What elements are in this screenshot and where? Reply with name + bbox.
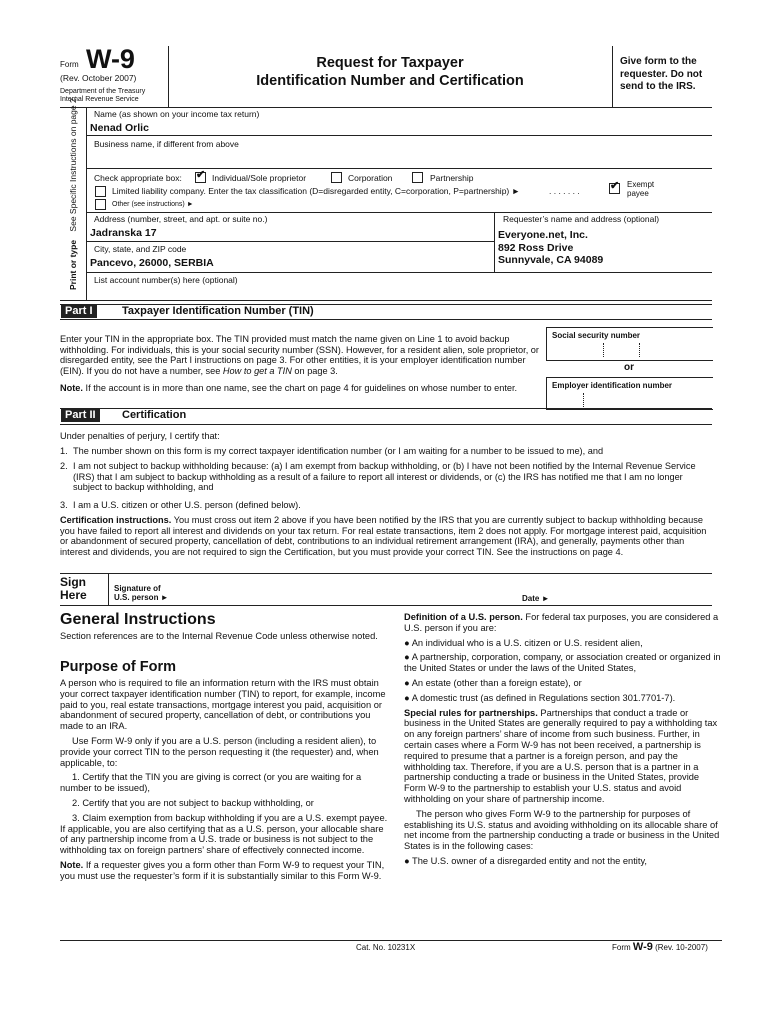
account-field[interactable] xyxy=(90,286,710,298)
side-label xyxy=(68,95,80,290)
exempt-payee-checkbox[interactable] xyxy=(609,180,620,194)
bullet-item: ● A domestic trust (as defined in Regulations section 301.7701-7). xyxy=(404,692,676,703)
address-field[interactable]: Jadranska 17 xyxy=(90,227,157,239)
cert-instructions: Certification instructions. You must cross out item 2 above if you have been notified by the IRS that you are currently subject to backup withholding because you have failed to report all interest and dividends on your tax return. For real estate transactions, item 2 does not apply. For mortgage interest paid, acquisition or abandonment of secured property, cancellation of debt, contributions to an individual retirement arrangement (IRA), and generally, payments other than interest and dividends, you are not required to sign the Certification, but you must provide your correct TIN. See the instructions on page 4. xyxy=(60,515,707,557)
part2-title: Certification xyxy=(122,409,187,421)
form-revision: (Rev. October 2007) xyxy=(60,73,137,83)
requester-line-3: Sunnyvale, CA 94089 xyxy=(498,254,604,266)
purpose-heading: Purpose of Form xyxy=(60,659,177,675)
llc-checkbox[interactable] xyxy=(95,186,106,197)
part1-instructions: Enter your TIN in the appropriate box. The TIN provided must match the name given on Line 1 to avoid backup withholding. For individuals, this is your social security number (SSN). However, for a resident alien, sole proprietor, or disregarded entity, see the Part I instructions on page 3. For other entities, it is your employer identification number (EIN). If you do not have a number, see How to get a TIN on page 3. xyxy=(60,334,539,376)
requester-field[interactable] xyxy=(498,229,603,267)
or-label: or xyxy=(624,362,634,373)
print-or-type: Print or type xyxy=(68,239,78,290)
cert-intro: Under penalties of perjury, I certify that: xyxy=(60,431,220,441)
partnership-label: Partnership xyxy=(430,173,474,183)
address-label: Address (number, street, and apt. or suite no.) xyxy=(94,214,268,224)
title-line-2: Identification Number and Certification xyxy=(256,73,524,89)
title-line-1: Request for Taxpayer xyxy=(316,55,464,71)
part1-note: Note. If the account is in more than one name, see the chart on page 4 for guidelines on whose number to enter. xyxy=(60,383,518,393)
exempt-payee-label: Exempt payee xyxy=(627,180,655,198)
catalog-number: Cat. No. 10231X xyxy=(356,943,416,952)
ssn-label: Social security number xyxy=(552,331,641,340)
general-instructions-text: Section references are to the Internal Revenue Code unless otherwise noted. xyxy=(60,631,378,641)
general-instructions-heading: General Instructions xyxy=(60,611,216,628)
part1-label: Part I xyxy=(61,305,97,318)
dept-treasury: Department of the Treasury xyxy=(60,88,146,95)
see-instructions: See Specific Instructions on page 2. xyxy=(68,95,78,232)
check-mark-icon: ✔ xyxy=(610,180,620,192)
part2-label: Part II xyxy=(61,409,100,422)
bullet-item: ● The U.S. owner of a disregarded entity and not the entity, xyxy=(404,855,647,866)
other-label: Other (see instructions) ► xyxy=(112,201,194,208)
form-number: W-9 xyxy=(86,44,135,74)
city-label: City, state, and ZIP code xyxy=(94,244,187,254)
corporation-label: Corporation xyxy=(348,173,393,183)
partnership-checkbox[interactable] xyxy=(412,172,423,183)
right-column-text: Definition of a U.S. person. For federal tax purposes, you are considered a U.S. person if you are: ● An individual who is a U.S. citizen or U.S. resident alien, ● A partnership, corporation, company, or association created or organized in the United States or under the laws of the United States, ● An estate (other than a foreign estate), or ● A domestic trust (as defined in Regulations section 301.7701-7). Special rules for partnerships. Partnerships that conduct a trade or business in the United States are generally required to pay a withholding tax on any foreign partners’ share of income from such business. Further, in certain cases where a Form W-9 has not been received, a partnership is required to presume that a partner is a foreign person, and pay the withholding tax. Therefore, if you are a U.S. person that is a partner in a partnership conducting a trade or business in the United States, provide Form W-9 to the partnership to establish your U.S. status and avoid withholding on your share of partnership income. The person who gives Form W-9 to the partnership for purposes of establishing its U.S. status and avoiding withholding on its allocable share of net income from the partnership conducting a trade or business in the United States is in the following cases: ● The U.S. owner of a disregarded entity and not the entity, xyxy=(404,612,721,866)
other-checkbox[interactable] xyxy=(95,199,106,210)
form-title xyxy=(170,54,610,90)
check-mark-icon: ✔ xyxy=(196,169,206,181)
check-box-label: Check appropriate box: xyxy=(94,173,182,183)
individual-label: Individual/Sole proprietor xyxy=(212,173,307,183)
sign-here-label: Sign Here xyxy=(60,575,87,602)
requester-line-2: 892 Ross Drive xyxy=(498,241,574,254)
account-label: List account number(s) here (optional) xyxy=(94,275,238,285)
signature-field[interactable] xyxy=(180,583,510,603)
signature-label: Signature of U.S. person ► xyxy=(114,584,169,602)
ein-label: Employer identification number xyxy=(552,381,673,390)
llc-label: Limited liability company. Enter the tax classification (D=disregarded entity, C=corporation, P=partnership) ► xyxy=(112,186,521,196)
ein-box[interactable] xyxy=(546,377,713,410)
requester-label: Requester’s name and address (optional) xyxy=(503,214,660,224)
bullet-item: ● An individual who is a U.S. citizen or U.S. resident alien, xyxy=(404,637,643,648)
llc-classification-field[interactable]: . . . . . . . xyxy=(549,186,580,196)
irs-label: Internal Revenue Service xyxy=(60,96,139,103)
give-form-notice: Give form to the requester. Do not send to the IRS. xyxy=(620,56,703,92)
purpose-text: A person who is required to file an information return with the IRS must obtain your correct taxpayer identification number (TIN) to report, for example, income paid to you, real estate transactions, mortgage interest you paid, acquisition or abandonment of secured property, cancellation of debt, or contributions you made to an IRA. Use Form W-9 only if you are a U.S. person (including a resident alien), to provide your correct TIN to the person requesting it (the requester) and, when applicable, to: 1. Certify that the TIN you are giving is correct (or you are waiting for a number to be issued), 2. Certify that you are not subject to backup withholding, or 3. Claim exemption from backup withholding if you are a U.S. exempt payee. If applicable, you are also certifying that as a U.S. person, your allocable share of any partnership income from a U.S. trade or business is not subject to the withholding tax on foreign partners’ share of effectively connected income. Note. If a requester gives you a form other than Form W-9 to request your TIN, you must use the requester’s form if it is substantially similar to this Form W-9. xyxy=(60,678,388,881)
form-word: Form xyxy=(60,60,79,69)
ein-separator xyxy=(583,393,584,407)
corporation-checkbox[interactable] xyxy=(331,172,342,183)
name-field[interactable]: Nenad Orlic xyxy=(90,122,149,134)
bullet-item: ● A partnership, corporation, company, or association created or organized in the United States or under the laws of the United States, xyxy=(404,652,721,674)
ssn-separator xyxy=(603,343,604,357)
date-field[interactable] xyxy=(560,590,710,604)
date-label: Date ► xyxy=(522,594,550,603)
part1-title: Taxpayer Identification Number (TIN) xyxy=(122,305,314,317)
business-name-label: Business name, if different from above xyxy=(94,139,239,149)
individual-checkbox[interactable] xyxy=(195,169,206,183)
business-name-field[interactable] xyxy=(90,151,710,165)
cert-item: 2. I am not subject to backup withholding because: (a) I am exempt from backup withholding, or (b) I have not been notified by the Internal Revenue Service (IRS) that I am subject to backup withholding as a result of a failure to report all interest or dividends, or (c) the IRS has notified me that I am no longer subject to backup withholding, and xyxy=(60,461,696,493)
cert-item: 3. I am a U.S. citizen or other U.S. person (defined below). xyxy=(60,500,301,510)
requester-line-1: Everyone.net, Inc. xyxy=(498,229,588,241)
ssn-box[interactable] xyxy=(546,327,713,361)
cert-item: 1. The number shown on this form is my correct taxpayer identification number (or I am waiting for a number to be issued to me), and xyxy=(60,446,604,456)
ssn-separator xyxy=(639,343,640,357)
city-field[interactable]: Pancevo, 26000, SERBIA xyxy=(90,257,214,269)
name-label: Name (as shown on your income tax return) xyxy=(94,109,260,119)
bullet-item: ● An estate (other than a foreign estate), or xyxy=(404,677,582,688)
footer-form-id: Form W-9 (Rev. 10-2007) xyxy=(612,941,708,953)
